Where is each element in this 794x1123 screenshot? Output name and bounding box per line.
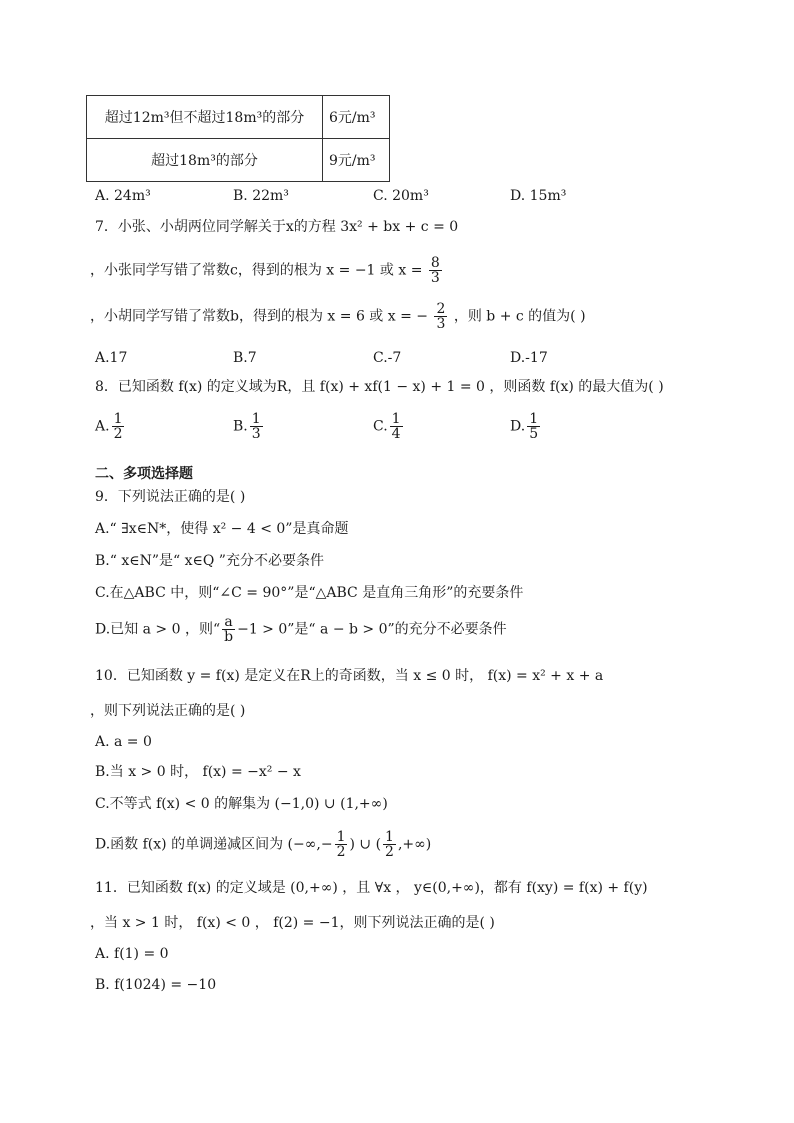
q8-option-c [373,412,405,441]
q7-line3-fraction [434,302,447,331]
q11-option-a: A. f(1) = 0 [95,946,169,962]
fraction-denominator: 3 [436,316,446,332]
q10-stem-line2: ，则下列说法正确的是( ) [90,703,246,719]
fraction-numerator: 1 [251,411,261,427]
fraction-denominator: 4 [391,426,401,442]
option-fraction [250,412,263,441]
fraction-numerator: 1 [336,829,346,845]
q7-stem-line2 [90,256,444,285]
q10-d-mid: ) ∪ ( [349,836,382,853]
option-fraction [112,412,125,441]
fraction-numerator: 1 [113,411,123,427]
q7-option-d: D.-17 [510,350,548,366]
option-label: C. [373,418,388,435]
q8-option-d [510,412,542,441]
q7-stem-line1: 7．小张、小胡两位同学解关于x的方程 3x² + bx + c = 0 [95,219,459,235]
q10-option-d [95,830,431,859]
q11-option-b: B. f(1024) = −10 [95,977,217,993]
q11-stem-line2: ，当 x > 1 时， f(x) < 0 ， f(2) = −1，则下列说法正确的是( ) [90,915,495,931]
option-label: A. [95,418,110,435]
q11-stem-line1: 11．已知函数 f(x) 的定义域是 (0,+∞) ，且 ∀x ， y∈(0,+∞)，都有 f(xy) = f(x) + f(y) [95,880,648,896]
q7-line3-text: ，小胡同学写错了常数b，得到的根为 x = 6 或 x = − [90,308,429,325]
table-row [87,96,390,139]
q10-option-b: B.当 x > 0 时， f(x) = −x² − x [95,764,301,780]
option-label: D. [510,418,526,435]
q7-line2-fraction [429,256,442,285]
table-cell-price: 9元/m³ [323,139,390,182]
q6-option-b: B. 22m³ [233,188,289,204]
q7-line3-tail: ，则 b + c 的值为( ) [453,308,586,325]
fraction-denominator: 5 [529,426,539,442]
q8-stem: 8．已知函数 f(x) 的定义域为R，且 f(x) + xf(1 − x) + 1 = 0 ，则函数 f(x) 的最大值为( ) [95,379,664,395]
q9-d-pre: D.已知 a > 0 ，则“ [95,621,221,638]
fraction-denominator: 3 [251,426,261,442]
q8-option-b [233,412,265,441]
fraction-denominator: 2 [336,844,346,860]
q9-option-b: B.“ x∈N”是“ x∈Q ”充分不必要条件 [95,553,324,569]
fraction-numerator: 8 [430,255,440,271]
q10-option-a: A. a = 0 [95,734,152,750]
q10-d-fraction-2 [383,830,396,859]
q10-stem-line1: 10．已知函数 y = f(x) 是定义在R上的奇函数，当 x ≤ 0 时， f(x) = x² + x + a [95,668,604,684]
q9-option-c: C.在△ABC 中，则“∠C = 90°”是“△ABC 是直角三角形”的充要条件 [95,585,524,601]
fraction-denominator: 2 [385,844,394,860]
table-cell-range: 超过18m³的部分 [87,139,323,182]
q9-stem: 9．下列说法正确的是( ) [95,489,246,505]
fraction-numerator: 1 [391,411,401,427]
q6-option-a: A. 24m³ [95,188,151,204]
q9-option-d [95,615,507,644]
q7-option-c: C.-7 [373,350,402,366]
q10-d-pre: D.函数 f(x) 的单调递减区间为 (−∞,− [95,836,333,853]
q10-d-post: ,+∞) [397,836,432,853]
section-title: 二、多项选择题 [95,466,193,482]
q7-line2-text: ，小张同学写错了常数c，得到的根为 x = −1 或 x = [90,262,423,279]
table-row [87,139,390,182]
fraction-denominator: 3 [430,270,440,286]
fraction-numerator: 1 [529,411,539,427]
q6-option-d: D. 15m³ [510,188,567,204]
fraction-numerator: a [222,615,235,630]
table-cell-price: 6元/m³ [323,96,390,139]
q10-option-c: C.不等式 f(x) < 0 的解集为 (−1,0) ∪ (1,+∞) [95,796,388,812]
fraction-numerator: 2 [436,301,446,317]
q9-d-fraction [222,615,235,644]
fraction-denominator: b [224,629,234,645]
fraction-denominator: 2 [113,426,123,442]
option-fraction [390,412,403,441]
table-cell-range: 超过12m³但不超过18m³的部分 [87,96,323,139]
water-fee-table [86,95,390,182]
q10-d-fraction-1 [335,830,348,859]
q9-option-a: A.“ ∃x∈N*，使得 x² − 4 < 0”是真命题 [95,521,349,537]
q7-stem-line3 [90,302,586,331]
q9-d-post: −1 > 0”是“ a − b > 0”的充分不必要条件 [237,621,507,638]
q7-option-a: A.17 [95,350,128,366]
q8-option-a [95,412,126,441]
option-fraction [527,412,540,441]
option-label: B. [233,418,248,435]
q6-option-c: C. 20m³ [373,188,429,204]
fraction-numerator: 1 [385,829,394,845]
q7-option-b: B.7 [233,350,257,366]
